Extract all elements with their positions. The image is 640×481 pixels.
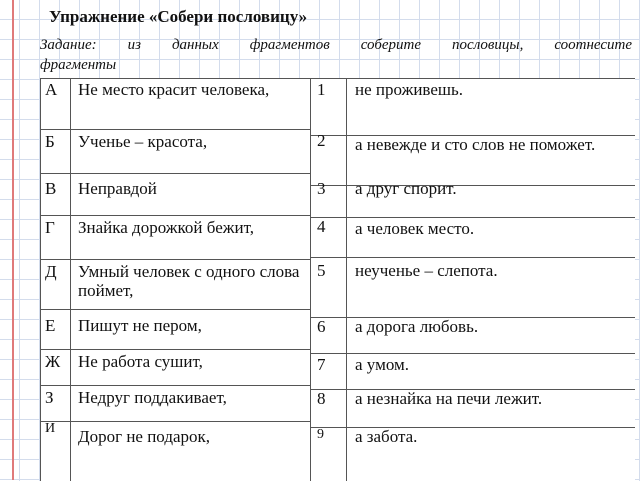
proverb-end: а забота. <box>355 427 418 446</box>
table-row-right <box>41 179 635 217</box>
row-number: 6 <box>317 317 326 336</box>
row-number: 8 <box>317 389 326 408</box>
proverb-start: Недруг поддакивает, <box>78 388 227 407</box>
row-letter: Ж <box>45 352 61 371</box>
row-number: 9 <box>317 427 324 442</box>
row-letter: Г <box>45 218 55 237</box>
table-row-right <box>41 257 635 317</box>
row-letter: Е <box>45 316 56 335</box>
proverb-end: а дорога любовь. <box>355 317 479 336</box>
row-letter: В <box>45 179 57 198</box>
proverb-end: не проживешь. <box>355 80 463 99</box>
table-row-right <box>41 389 635 427</box>
table-row-right <box>41 217 635 257</box>
proverb-end: а человек место. <box>355 219 475 238</box>
proverb-end: а друг спорит. <box>355 179 457 198</box>
row-number: 3 <box>317 179 326 198</box>
table-row-right <box>41 79 635 135</box>
proverb-end: а умом. <box>355 355 410 374</box>
row-number: 4 <box>317 217 326 236</box>
proverb-start: Не место красит человека, <box>78 80 270 99</box>
proverb-start: Умный человек с одного слова поймет, <box>78 262 300 300</box>
row-letter: А <box>45 80 58 99</box>
table-row-right <box>41 131 635 185</box>
proverb-end: а незнайка на печи лежит. <box>355 389 543 408</box>
row-letter: Б <box>45 132 55 151</box>
row-number: 5 <box>317 261 326 280</box>
row-number: 1 <box>317 80 326 99</box>
proverb-start: Знайка дорожкой бежит, <box>78 218 254 237</box>
notebook-margin-line <box>12 0 14 480</box>
row-letter: З <box>45 388 54 407</box>
table-row-right <box>41 427 635 463</box>
row-number: 7 <box>317 355 326 374</box>
proverb-start: Ученье – красота, <box>78 132 208 151</box>
proverb-start: Не работа сушит, <box>78 352 203 371</box>
proverbs-table <box>40 78 635 481</box>
proverb-start: Дорог не подарок, <box>78 427 211 446</box>
proverb-end: неученье – слепота. <box>355 261 498 280</box>
proverb-end: а невежде и сто слов не поможет. <box>355 135 596 154</box>
row-letter: И <box>45 421 56 436</box>
proverb-start: Пишут не пером, <box>78 316 202 335</box>
exercise-title: Упражнение «Собери пословицу» <box>49 7 308 26</box>
row-number: 2 <box>317 131 326 150</box>
proverb-start: Неправдой <box>78 179 157 198</box>
row-letter: Д <box>45 262 57 281</box>
table-row-right <box>41 353 635 389</box>
task-instruction: Задание: из данных фрагментов соберите пословицы, соотнесите <box>40 37 632 53</box>
task-instruction-continued: фрагменты <box>40 57 117 73</box>
table-row-right <box>41 317 635 353</box>
